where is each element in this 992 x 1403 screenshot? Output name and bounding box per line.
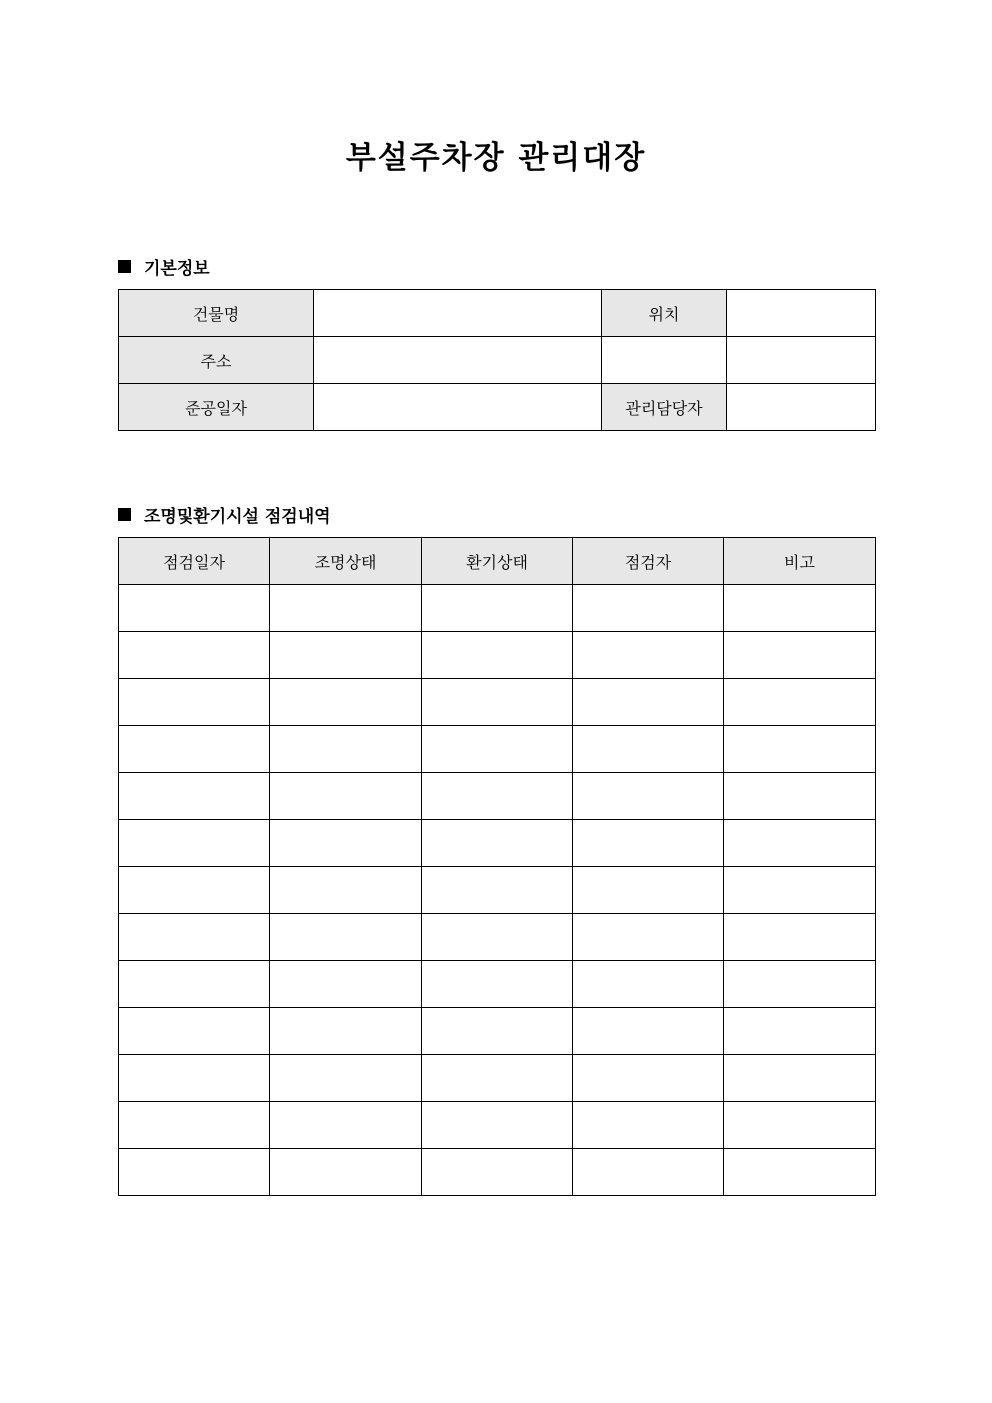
lighting-status-cell[interactable] — [270, 679, 422, 726]
table-row — [119, 1008, 876, 1055]
inspection-date-cell[interactable] — [119, 1102, 270, 1149]
lighting-status-cell[interactable] — [270, 585, 422, 632]
address-field[interactable] — [314, 337, 602, 384]
column-header-remarks: 비고 — [724, 538, 876, 585]
inspection-date-cell[interactable] — [119, 961, 270, 1008]
manager-label: 관리담당자 — [602, 384, 727, 431]
remarks-cell[interactable] — [724, 726, 876, 773]
lighting-status-cell[interactable] — [270, 773, 422, 820]
ventilation-status-cell[interactable] — [422, 679, 573, 726]
location-label: 위치 — [602, 290, 727, 337]
inspector-cell[interactable] — [573, 1149, 724, 1196]
inspection-date-cell[interactable] — [119, 1149, 270, 1196]
lighting-status-cell[interactable] — [270, 867, 422, 914]
building-name-label: 건물명 — [119, 290, 314, 337]
table-row — [119, 290, 876, 337]
inspector-cell[interactable] — [573, 867, 724, 914]
address-label: 주소 — [119, 337, 314, 384]
inspection-heading-text: 조명및환기시설 점검내역 — [144, 507, 331, 527]
table-row — [119, 726, 876, 773]
inspection-date-cell[interactable] — [119, 1055, 270, 1102]
inspector-cell[interactable] — [573, 585, 724, 632]
ventilation-status-cell[interactable] — [422, 1008, 573, 1055]
inspection-date-cell[interactable] — [119, 726, 270, 773]
basic-info-table — [118, 289, 876, 431]
inspector-cell[interactable] — [573, 1055, 724, 1102]
ventilation-status-cell[interactable] — [422, 585, 573, 632]
remarks-cell[interactable] — [724, 867, 876, 914]
table-row — [119, 384, 876, 431]
lighting-status-cell[interactable] — [270, 726, 422, 773]
manager-field[interactable] — [727, 384, 876, 431]
completion-date-field[interactable] — [314, 384, 602, 431]
remarks-cell[interactable] — [724, 914, 876, 961]
lighting-status-cell[interactable] — [270, 914, 422, 961]
lighting-status-cell[interactable] — [270, 632, 422, 679]
lighting-status-cell[interactable] — [270, 820, 422, 867]
inspection-heading — [118, 502, 331, 527]
lighting-status-cell[interactable] — [270, 1055, 422, 1102]
page-title: 부설주차장 관리대장 — [345, 140, 647, 176]
ventilation-status-cell[interactable] — [422, 1055, 573, 1102]
inspection-date-cell[interactable] — [119, 820, 270, 867]
lighting-status-cell[interactable] — [270, 1149, 422, 1196]
blank-cell[interactable] — [727, 337, 876, 384]
ventilation-status-cell[interactable] — [422, 820, 573, 867]
table-row — [119, 961, 876, 1008]
inspection-date-cell[interactable] — [119, 914, 270, 961]
location-field[interactable] — [727, 290, 876, 337]
remarks-cell[interactable] — [724, 679, 876, 726]
column-header-lighting-status: 조명상태 — [270, 538, 422, 585]
inspection-date-cell[interactable] — [119, 679, 270, 726]
remarks-cell[interactable] — [724, 773, 876, 820]
ventilation-status-cell[interactable] — [422, 1102, 573, 1149]
ventilation-status-cell[interactable] — [422, 867, 573, 914]
completion-date-label: 준공일자 — [119, 384, 314, 431]
inspector-cell[interactable] — [573, 726, 724, 773]
table-row — [119, 1102, 876, 1149]
inspection-date-cell[interactable] — [119, 1008, 270, 1055]
table-row — [119, 820, 876, 867]
ventilation-status-cell[interactable] — [422, 1149, 573, 1196]
remarks-cell[interactable] — [724, 1055, 876, 1102]
square-bullet-icon — [118, 508, 131, 521]
remarks-cell[interactable] — [724, 632, 876, 679]
column-header-inspection-date: 점검일자 — [119, 538, 270, 585]
column-header-ventilation-status: 환기상태 — [422, 538, 573, 585]
inspector-cell[interactable] — [573, 914, 724, 961]
table-header-row — [119, 538, 876, 585]
blank-cell[interactable] — [602, 337, 727, 384]
basic-info-heading-text: 기본정보 — [144, 259, 210, 279]
remarks-cell[interactable] — [724, 1102, 876, 1149]
remarks-cell[interactable] — [724, 1149, 876, 1196]
inspector-cell[interactable] — [573, 820, 724, 867]
table-row — [119, 1055, 876, 1102]
ventilation-status-cell[interactable] — [422, 773, 573, 820]
ventilation-status-cell[interactable] — [422, 726, 573, 773]
basic-info-heading — [118, 254, 210, 279]
table-row — [119, 679, 876, 726]
inspector-cell[interactable] — [573, 961, 724, 1008]
table-row — [119, 773, 876, 820]
ventilation-status-cell[interactable] — [422, 632, 573, 679]
lighting-status-cell[interactable] — [270, 1008, 422, 1055]
column-header-inspector: 점검자 — [573, 538, 724, 585]
ventilation-status-cell[interactable] — [422, 914, 573, 961]
inspection-date-cell[interactable] — [119, 585, 270, 632]
remarks-cell[interactable] — [724, 820, 876, 867]
lighting-status-cell[interactable] — [270, 961, 422, 1008]
inspector-cell[interactable] — [573, 773, 724, 820]
table-row — [119, 1149, 876, 1196]
inspection-date-cell[interactable] — [119, 632, 270, 679]
inspection-date-cell[interactable] — [119, 773, 270, 820]
remarks-cell[interactable] — [724, 961, 876, 1008]
inspector-cell[interactable] — [573, 1008, 724, 1055]
building-name-field[interactable] — [314, 290, 602, 337]
ventilation-status-cell[interactable] — [422, 961, 573, 1008]
table-row — [119, 867, 876, 914]
lighting-status-cell[interactable] — [270, 1102, 422, 1149]
square-bullet-icon — [118, 260, 131, 273]
inspector-cell[interactable] — [573, 1102, 724, 1149]
remarks-cell[interactable] — [724, 1008, 876, 1055]
table-row — [119, 337, 876, 384]
table-row — [119, 632, 876, 679]
table-row — [119, 914, 876, 961]
table-row — [119, 585, 876, 632]
inspection-table — [118, 537, 876, 1196]
inspector-cell[interactable] — [573, 679, 724, 726]
inspector-cell[interactable] — [573, 632, 724, 679]
remarks-cell[interactable] — [724, 585, 876, 632]
inspection-date-cell[interactable] — [119, 867, 270, 914]
